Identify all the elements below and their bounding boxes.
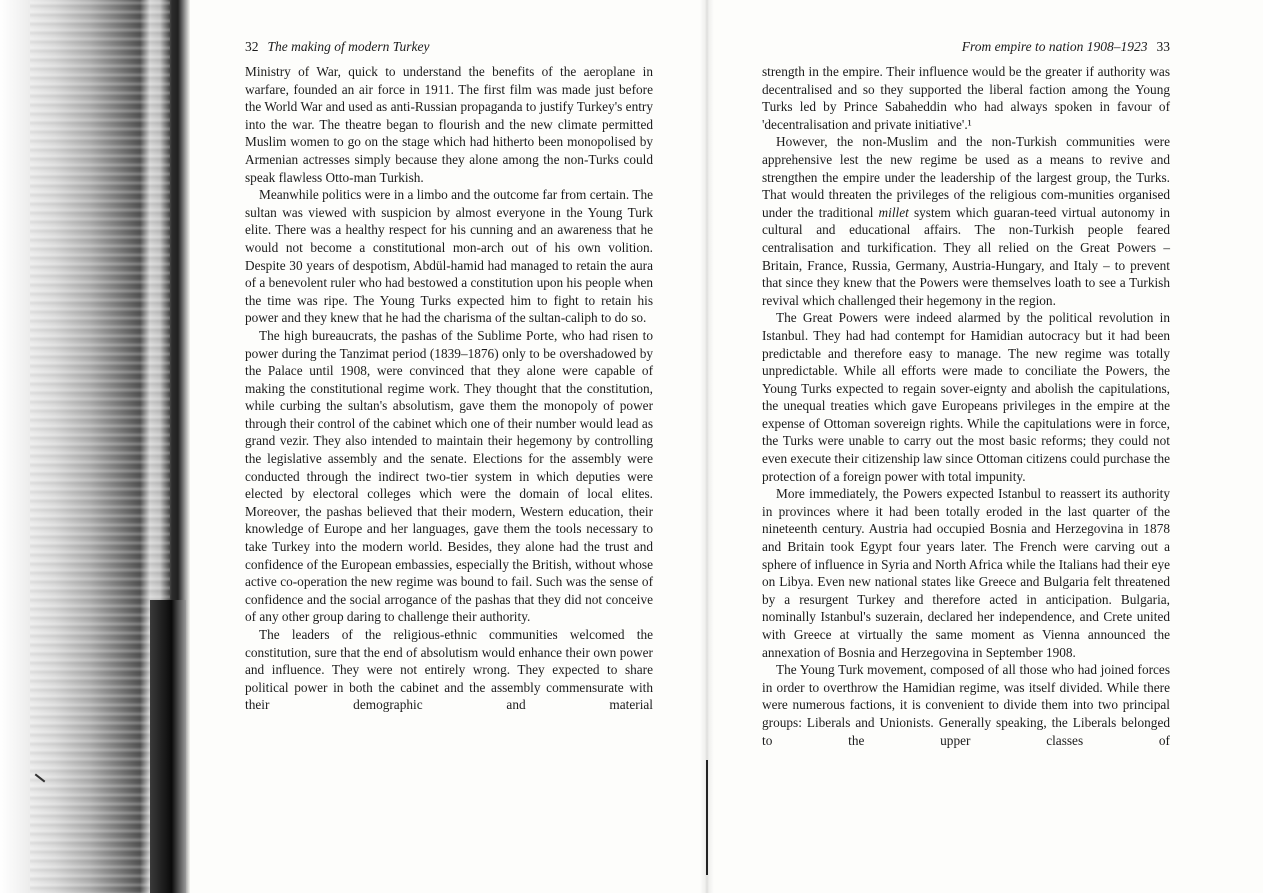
binding-texture: [30, 0, 170, 893]
right-paragraph-5: The Young Turk movement, composed of all those who had joined forces in order to overthrow the Hamidian regime, was itself divided. While there were numerous factions, it is convenient to divide them into two principal groups: Liberals and Unionists. Generally speaking, the Liberals belonged to the upper classes of: [762, 662, 1170, 748]
right-paragraph-2: However, the non-Muslim and the non-Turkish communities were apprehensive lest the new regime be used as a means to revive and strengthen the empire under the leadership of the largest group, the Turks. That would threaten the privileges of the religious com-munities organised under the traditional millet system which guaran-teed virtual autonomy in cultural and educational affairs. The non-Turkish people feared centralisation and turkification. They all relied on the Great Powers – Britain, France, Russia, Germany, Austria-Hungary, and Italy – to prevent that since they knew that the Powers were themselves loath to see a Turkish revival which challenged their hegemony in the region.: [762, 134, 1170, 308]
left-running-title: The making of modern Turkey: [267, 39, 430, 54]
right-running-title: From empire to nation 1908–1923: [961, 39, 1148, 54]
left-paragraph-2: Meanwhile politics were in a limbo and the outcome far from certain. The sultan was viewed with suspicion by almost everyone in the Young Turk elite. There was a healthy respect for his cunning and an awareness that he would not become a constitutional mon-arch out of his own volition. Despite 30 years of despotism, Abdül-hamid had managed to retain the aura of a benevolent ruler who had bestowed a constitution upon his people when the time was ripe. The Young Turks expected him to fight to retain his power and they knew that he had the charisma of the sultan-caliph to do so.: [245, 187, 653, 326]
left-paragraph-3: The high bureaucrats, the pashas of the Sublime Porte, who had risen to power during the Tanzimat period (1839–1876) only to be overshadowed by the Palace until 1908, were convinced that they alone were capable of making the constitutional regime work. They thought that the constitution, while curbing the sultan's absolutism, gave them the monopoly of power through their control of the cabinet which one of their number would lead as grand vezir. They also intended to maintain their hegemony by controlling the legislative assembly and the senate. Elections for the assembly were conducted through the indirect two-tier system in which deputies were elected by electoral colleges which were the domain of local elites. Moreover, the pashas believed that their modern, Western education, their knowledge of Europe and her languages, gave them the tools necessary to take Turkey into the modern world. Besides, they alone had the trust and confidence of the European embassies, especially the British, without whose active co-operation the new regime was bound to fail. Such was the sense of confidence and the social arrogance of the pashas that they did not conceive of any other group daring to challenge their authority.: [245, 327, 653, 625]
binding-dark-edge: [150, 600, 186, 893]
left-paragraph-1: Ministry of War, quick to understand the benefits of the aeroplane in warfare, founded an air force in 1911. The first film was made just before the World War and used as anti-Russian propaganda to justify Turkey's entry into the war. The theatre began to flourish and the new climate permitted Muslim women to go on the stage which had hitherto been monopolised by Armenian actresses simply because they alone among the non-Turks could speak flawless Otto-man Turkish.: [245, 64, 653, 185]
left-running-head: [245, 38, 653, 60]
right-page: [762, 38, 1170, 749]
left-paragraph-4: The leaders of the religious-ethnic communities welcomed the constitution, sure that the end of absolutism would enhance their own power and influence. They were not entirely wrong. They expected to share political power in both the cabinet and the assembly commensurate with their demographic and material: [245, 627, 653, 713]
right-paragraph-1: strength in the empire. Their influence would be the greater if authority was decentralised and so they supported the liberal faction among the Young Turks led by Prince Sabaheddin who had always spoken in favour of 'decentralisation and private initiative'.¹: [762, 64, 1170, 132]
gutter-ink-line: [706, 760, 708, 875]
left-page-number: 32: [245, 39, 259, 54]
right-paragraph-4: More immediately, the Powers expected Istanbul to reassert its authority in provinces where it had been totally eroded in the last quarter of the nineteenth century. Austria had occupied Bosnia and Herzegovina in 1878 and Britain took Egypt four years later. The French were carving out a sphere of influence in Syria and North Africa while the Italians had their eye on Libya. Even new national states like Greece and Bulgaria felt threatened by a resurgent Turkey and therefore acted in anticipation. Bulgaria, nominally Istanbul's suzerain, declared her independence, and Crete united with Greece at virtually the same moment as Vienna announced the annexation of Bosnia and Herzegovina in September 1908.: [762, 486, 1170, 660]
right-running-head: [762, 38, 1170, 60]
right-paragraph-3: The Great Powers were indeed alarmed by the political revolution in Istanbul. They had had contempt for Hamidian autocracy but it had been predictable and therefore easy to manage. The new regime was totally unpredictable. While all efforts were made to conciliate the Powers, the Young Turks expected to regain sover-eignty and abolish the capitulations, the unequal treaties which gave Europeans privileges in the empire at the expense of Ottoman sovereign rights. While the capitulations were in force, the Turks were unable to carry out the most basic reforms; they could not even execute their citizenship law since Ottoman citizens could purchase the protection of a foreign power with total impunity.: [762, 310, 1170, 484]
left-page: [245, 38, 653, 714]
right-page-number: 33: [1156, 39, 1170, 54]
italic-term-millet: millet: [878, 204, 909, 220]
